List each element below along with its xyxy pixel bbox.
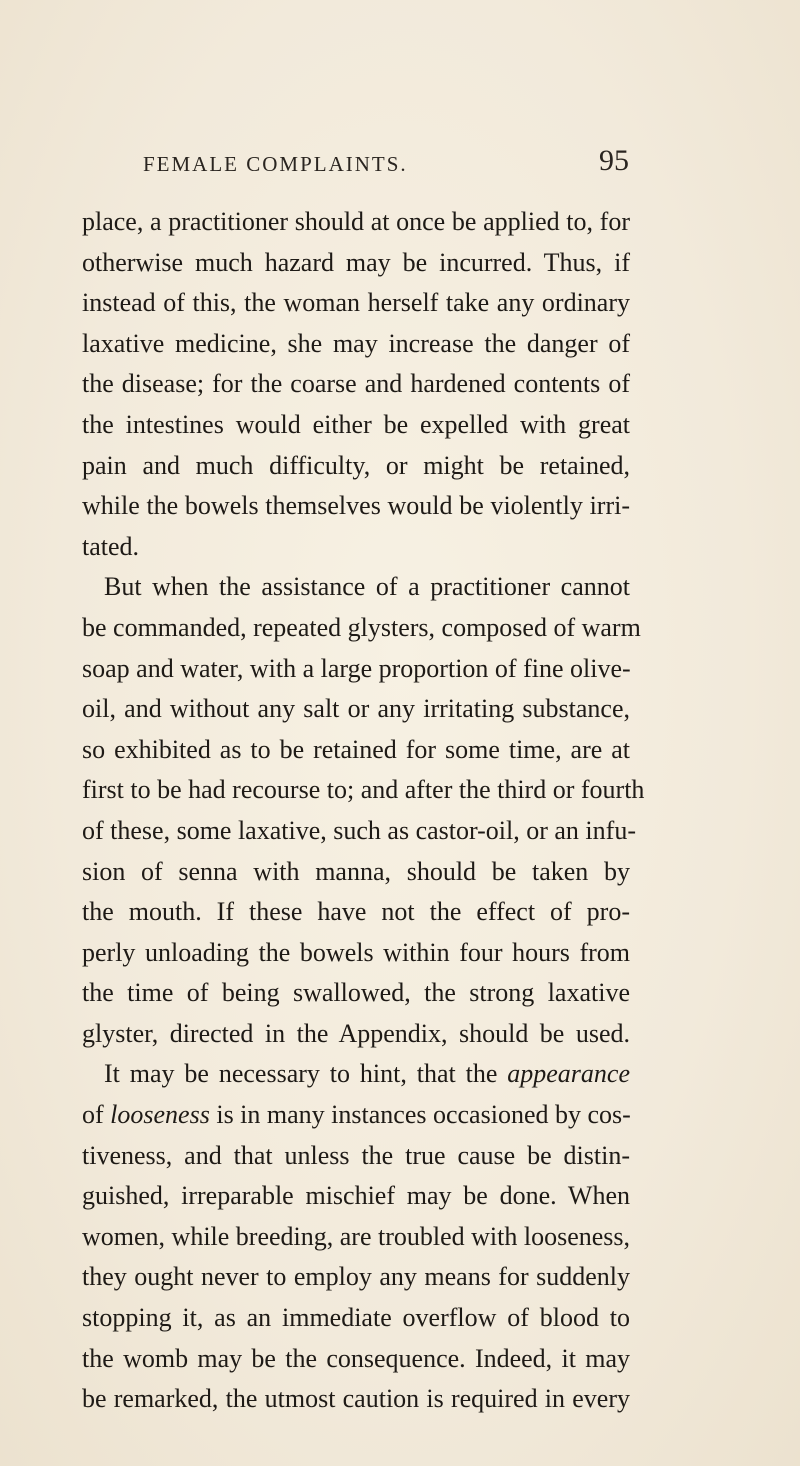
italic-text-run: appearance (507, 1059, 630, 1089)
text-line: of these, some laxative, such as castor-oil, or an infu- (82, 815, 636, 845)
text-line: perly unloading the bowels within four hours from (82, 937, 630, 967)
text-line: stopping it, as an immediate overflow of blood to (82, 1303, 630, 1333)
text-line: laxative medicine, she may increase the danger of (82, 328, 630, 358)
text-line: place, a practitioner should at once be applied to, for (82, 207, 630, 236)
text-line (82, 1054, 630, 1095)
text-line (82, 1095, 630, 1136)
text-line: while the bowels themselves would be violently irri- (82, 491, 630, 521)
text-line: otherwise much hazard may be incurred. Thus, if (82, 247, 630, 277)
text-line: guished, irreparable mischief may be done. When (82, 1181, 630, 1211)
text-line: the time of being swallowed, the strong laxative (82, 978, 630, 1008)
text-line: oil, and without any salt or any irritating substance, (82, 694, 630, 724)
text-line: the mouth. If these have not the effect of pro- (82, 897, 630, 927)
running-head (143, 144, 629, 188)
text-line: be commanded, repeated glysters, composed of warm (82, 612, 641, 642)
text-line: be remarked, the utmost caution is required in every (82, 1384, 630, 1414)
text-line: the intestines would either be expelled with great (82, 409, 630, 439)
text-line: first to be had recourse to; and after the third or fourth (82, 775, 645, 805)
text-run: It may be necessary to hint, that the (104, 1059, 508, 1089)
text-line: so exhibited as to be retained for some time, are at (82, 734, 630, 764)
text-line: glyster, directed in the Appendix, should be used. (82, 1018, 630, 1048)
italic-text-run: looseness (110, 1100, 210, 1130)
body-text (82, 202, 645, 1420)
text-line: tiveness, and that unless the true cause be distin- (82, 1140, 630, 1170)
text-line: the womb may be the consequence. Indeed, it may (82, 1343, 630, 1373)
running-head-title: FEMALE COMPLAINTS. (143, 152, 408, 176)
page-number: 95 (599, 144, 629, 177)
text-run: is in many instances occasioned by cos- (209, 1100, 631, 1130)
text-line: But when the assistance of a practitioner cannot (104, 572, 630, 602)
text-line: pain and much difficulty, or might be retained, (82, 450, 630, 480)
text-line: sion of senna with manna, should be taken by (82, 856, 630, 886)
text-line: they ought never to employ any means for suddenly (82, 1262, 630, 1292)
text-line: soap and water, with a large proportion of fine olive- (82, 653, 631, 683)
text-line: instead of this, the woman herself take any ordinary (82, 288, 630, 318)
text-line: the disease; for the coarse and hardened contents of (82, 369, 630, 399)
text-line: tated. (82, 531, 140, 561)
text-run: of (82, 1100, 111, 1130)
text-line: women, while breeding, are troubled with looseness, (82, 1221, 631, 1251)
